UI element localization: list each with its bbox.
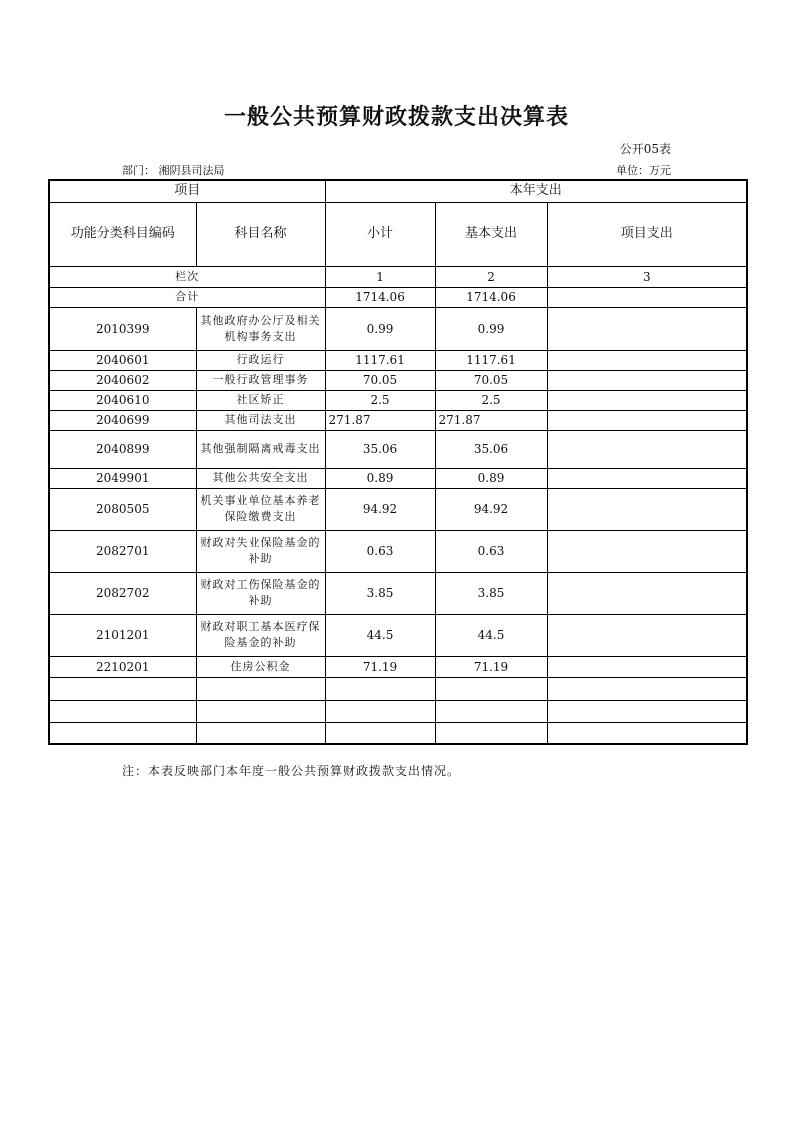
table-row	[49, 656, 747, 677]
empty-row	[49, 700, 747, 722]
row-subtotal: 2.5	[325, 390, 435, 410]
row-code: 2049901	[49, 468, 196, 488]
empty-cell	[547, 700, 747, 722]
row-code: 2082702	[49, 572, 196, 614]
row-basic: 2.5	[435, 390, 547, 410]
row-basic: 0.99	[435, 307, 547, 350]
row-name: 财政对职工基本医疗保险基金的补助	[196, 614, 325, 656]
header-code: 功能分类科目编码	[49, 202, 196, 266]
row-code: 2040699	[49, 410, 196, 430]
empty-cell	[196, 722, 325, 744]
empty-cell	[49, 700, 196, 722]
table-row	[49, 430, 747, 468]
row-name: 机关事业单位基本养老保险缴费支出	[196, 488, 325, 530]
row-project	[547, 656, 747, 677]
header-row-top	[49, 180, 747, 202]
row-code: 2010399	[49, 307, 196, 350]
row-basic: 44.5	[435, 614, 547, 656]
row-basic: 3.85	[435, 572, 547, 614]
row-name: 财政对工伤保险基金的补助	[196, 572, 325, 614]
row-code: 2101201	[49, 614, 196, 656]
row-project	[547, 530, 747, 572]
row-code: 2210201	[49, 656, 196, 677]
total-project	[547, 287, 747, 307]
empty-cell	[325, 700, 435, 722]
row-name: 其他司法支出	[196, 410, 325, 430]
column-number-row	[49, 266, 747, 287]
row-name: 住房公积金	[196, 656, 325, 677]
table-row	[49, 307, 747, 350]
empty-cell	[435, 677, 547, 700]
row-basic: 70.05	[435, 370, 547, 390]
total-basic: 1714.06	[435, 287, 547, 307]
page-title: 一般公共预算财政拨款支出决算表	[223, 104, 569, 130]
empty-cell	[435, 722, 547, 744]
header-project: 项目支出	[547, 202, 747, 266]
row-subtotal: 1117.61	[325, 350, 435, 370]
row-subtotal: 94.92	[325, 488, 435, 530]
row-basic: 71.19	[435, 656, 547, 677]
row-basic: 0.63	[435, 530, 547, 572]
table-row	[49, 410, 747, 430]
row-name: 行政运行	[196, 350, 325, 370]
row-basic: 35.06	[435, 430, 547, 468]
row-subtotal: 35.06	[325, 430, 435, 468]
row-basic: 271.87	[435, 410, 547, 430]
table-row	[49, 370, 747, 390]
empty-row	[49, 722, 747, 744]
total-subtotal: 1714.06	[325, 287, 435, 307]
table-row	[49, 390, 747, 410]
row-project	[547, 350, 747, 370]
header-row-columns	[49, 202, 747, 266]
row-code: 2040899	[49, 430, 196, 468]
row-basic: 94.92	[435, 488, 547, 530]
empty-cell	[49, 677, 196, 700]
row-name: 财政对失业保险基金的补助	[196, 530, 325, 572]
empty-cell	[547, 677, 747, 700]
empty-cell	[325, 722, 435, 744]
row-subtotal: 0.99	[325, 307, 435, 350]
row-name: 社区矫正	[196, 390, 325, 410]
empty-cell	[435, 700, 547, 722]
row-project	[547, 430, 747, 468]
row-name: 其他强制隔离戒毒支出	[196, 430, 325, 468]
empty-cell	[49, 722, 196, 744]
empty-row	[49, 677, 747, 700]
header-current-year: 本年支出	[325, 180, 747, 202]
table-row	[49, 614, 747, 656]
row-basic: 0.89	[435, 468, 547, 488]
row-subtotal: 271.87	[325, 410, 435, 430]
row-project	[547, 370, 747, 390]
header-subtotal: 小计	[325, 202, 435, 266]
row-project	[547, 410, 747, 430]
row-code: 2040602	[49, 370, 196, 390]
row-subtotal: 3.85	[325, 572, 435, 614]
table-row	[49, 488, 747, 530]
row-subtotal: 44.5	[325, 614, 435, 656]
row-subtotal: 0.63	[325, 530, 435, 572]
empty-cell	[547, 722, 747, 744]
row-code: 2082701	[49, 530, 196, 572]
unit-label: 单位：万元	[616, 164, 671, 177]
empty-cell	[196, 700, 325, 722]
table-row	[49, 572, 747, 614]
total-label: 合计	[49, 287, 325, 307]
row-project	[547, 488, 747, 530]
total-row	[49, 287, 747, 307]
empty-cell	[325, 677, 435, 700]
row-basic: 1117.61	[435, 350, 547, 370]
row-name: 其他公共安全支出	[196, 468, 325, 488]
empty-cell	[196, 677, 325, 700]
header-item: 项目	[49, 180, 325, 202]
column-number-3: 3	[547, 266, 747, 287]
table-row	[49, 350, 747, 370]
department-label: 部门： 湘阴县司法局	[122, 164, 225, 177]
table-row	[49, 468, 747, 488]
row-name: 其他政府办公厅及相关机构事务支出	[196, 307, 325, 350]
row-project	[547, 390, 747, 410]
row-code: 2080505	[49, 488, 196, 530]
form-number: 公开05表	[619, 142, 671, 156]
column-number-1: 1	[325, 266, 435, 287]
row-subtotal: 71.19	[325, 656, 435, 677]
row-project	[547, 468, 747, 488]
header-basic: 基本支出	[435, 202, 547, 266]
row-code: 2040610	[49, 390, 196, 410]
table-row	[49, 530, 747, 572]
row-subtotal: 0.89	[325, 468, 435, 488]
row-project	[547, 307, 747, 350]
expenditure-table	[48, 179, 748, 745]
header-name: 科目名称	[196, 202, 325, 266]
row-subtotal: 70.05	[325, 370, 435, 390]
column-number-2: 2	[435, 266, 547, 287]
row-project	[547, 614, 747, 656]
row-project	[547, 572, 747, 614]
footnote: 注：本表反映部门本年度一般公共预算财政拨款支出情况。	[122, 764, 461, 778]
column-number-label: 栏次	[49, 266, 325, 287]
row-name: 一般行政管理事务	[196, 370, 325, 390]
row-code: 2040601	[49, 350, 196, 370]
